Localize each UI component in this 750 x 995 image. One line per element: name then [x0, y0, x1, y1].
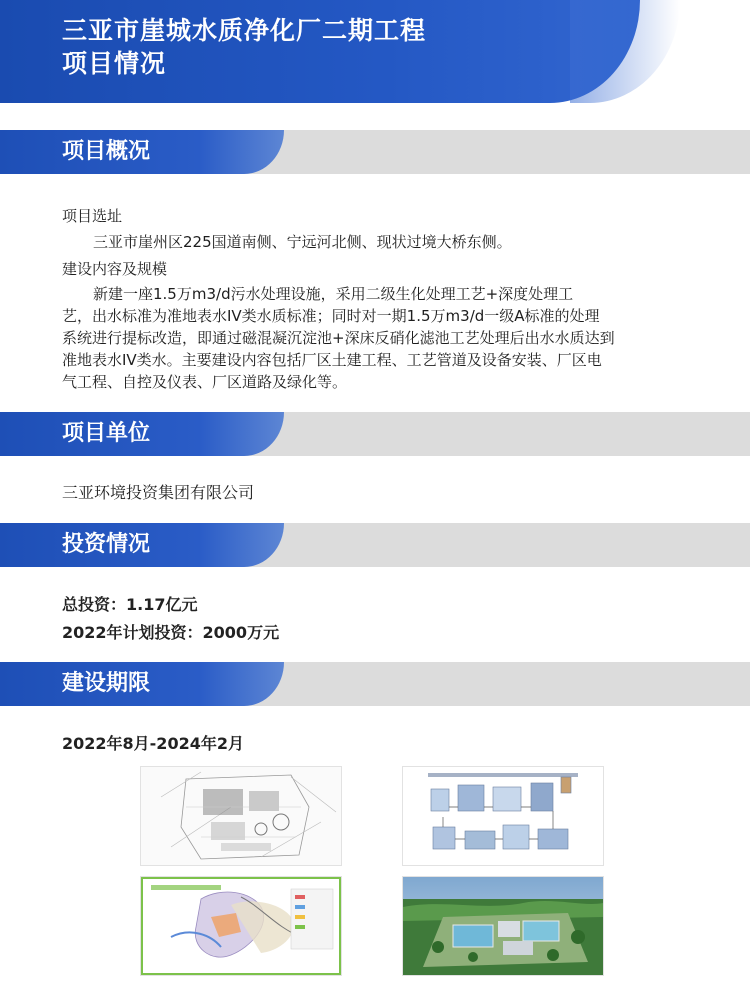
scope-text-line: 准地表水IV类水。主要建设内容包括厂区土建工程、工艺管道及设备安装、厂区电 [62, 351, 602, 369]
section-title-overview: 项目概况 [62, 139, 151, 164]
scope-text-line: 新建一座1.5万m3/d污水处理设施，采用二级生化处理工艺+深度处理工 [93, 285, 574, 303]
page-header [0, 0, 750, 103]
page-title-line-2: 项目情况 [62, 49, 167, 78]
process-flow-drawing [403, 767, 603, 865]
planned-investment-2022: 2022年计划投资：2000万元 [62, 623, 280, 642]
site-plan-drawing [141, 767, 341, 865]
planning-map-drawing [141, 877, 341, 975]
scope-text-line: 气工程、自控及仪表、厂区道路及绿化等。 [62, 373, 348, 391]
section-title-investment: 投资情况 [62, 532, 151, 557]
page-title [62, 14, 582, 80]
planning-map-image [140, 876, 342, 976]
aerial-rendering-drawing [403, 877, 603, 975]
page-title-line-1: 三亚市崖城水质净化厂二期工程 [62, 16, 427, 45]
total-investment: 总投资：1.17亿元 [62, 595, 198, 614]
scope-text [62, 283, 702, 393]
aerial-rendering-image [402, 876, 604, 976]
construction-period: 2022年8月-2024年2月 [62, 734, 244, 753]
site-plan-image [140, 766, 342, 866]
section-title-period: 建设期限 [62, 671, 151, 696]
scope-text-line: 艺，出水标准为准地表水IV类水质标准；同时对一期1.5万m3/d一级A标准的处理 [62, 307, 600, 325]
company-name: 三亚环境投资集团有限公司 [62, 483, 255, 502]
site-label: 项目选址 [62, 207, 123, 225]
site-text: 三亚市崖州区225国道南侧、宁远河北侧、现状过境大桥东侧。 [93, 233, 512, 251]
process-flow-image [402, 766, 604, 866]
section-title-unit: 项目单位 [62, 421, 151, 446]
scope-text-line: 系统进行提标改造，即通过磁混凝沉淀池+深床反硝化滤池工艺处理后出水水质达到 [62, 329, 615, 347]
scope-label: 建设内容及规模 [62, 260, 168, 278]
